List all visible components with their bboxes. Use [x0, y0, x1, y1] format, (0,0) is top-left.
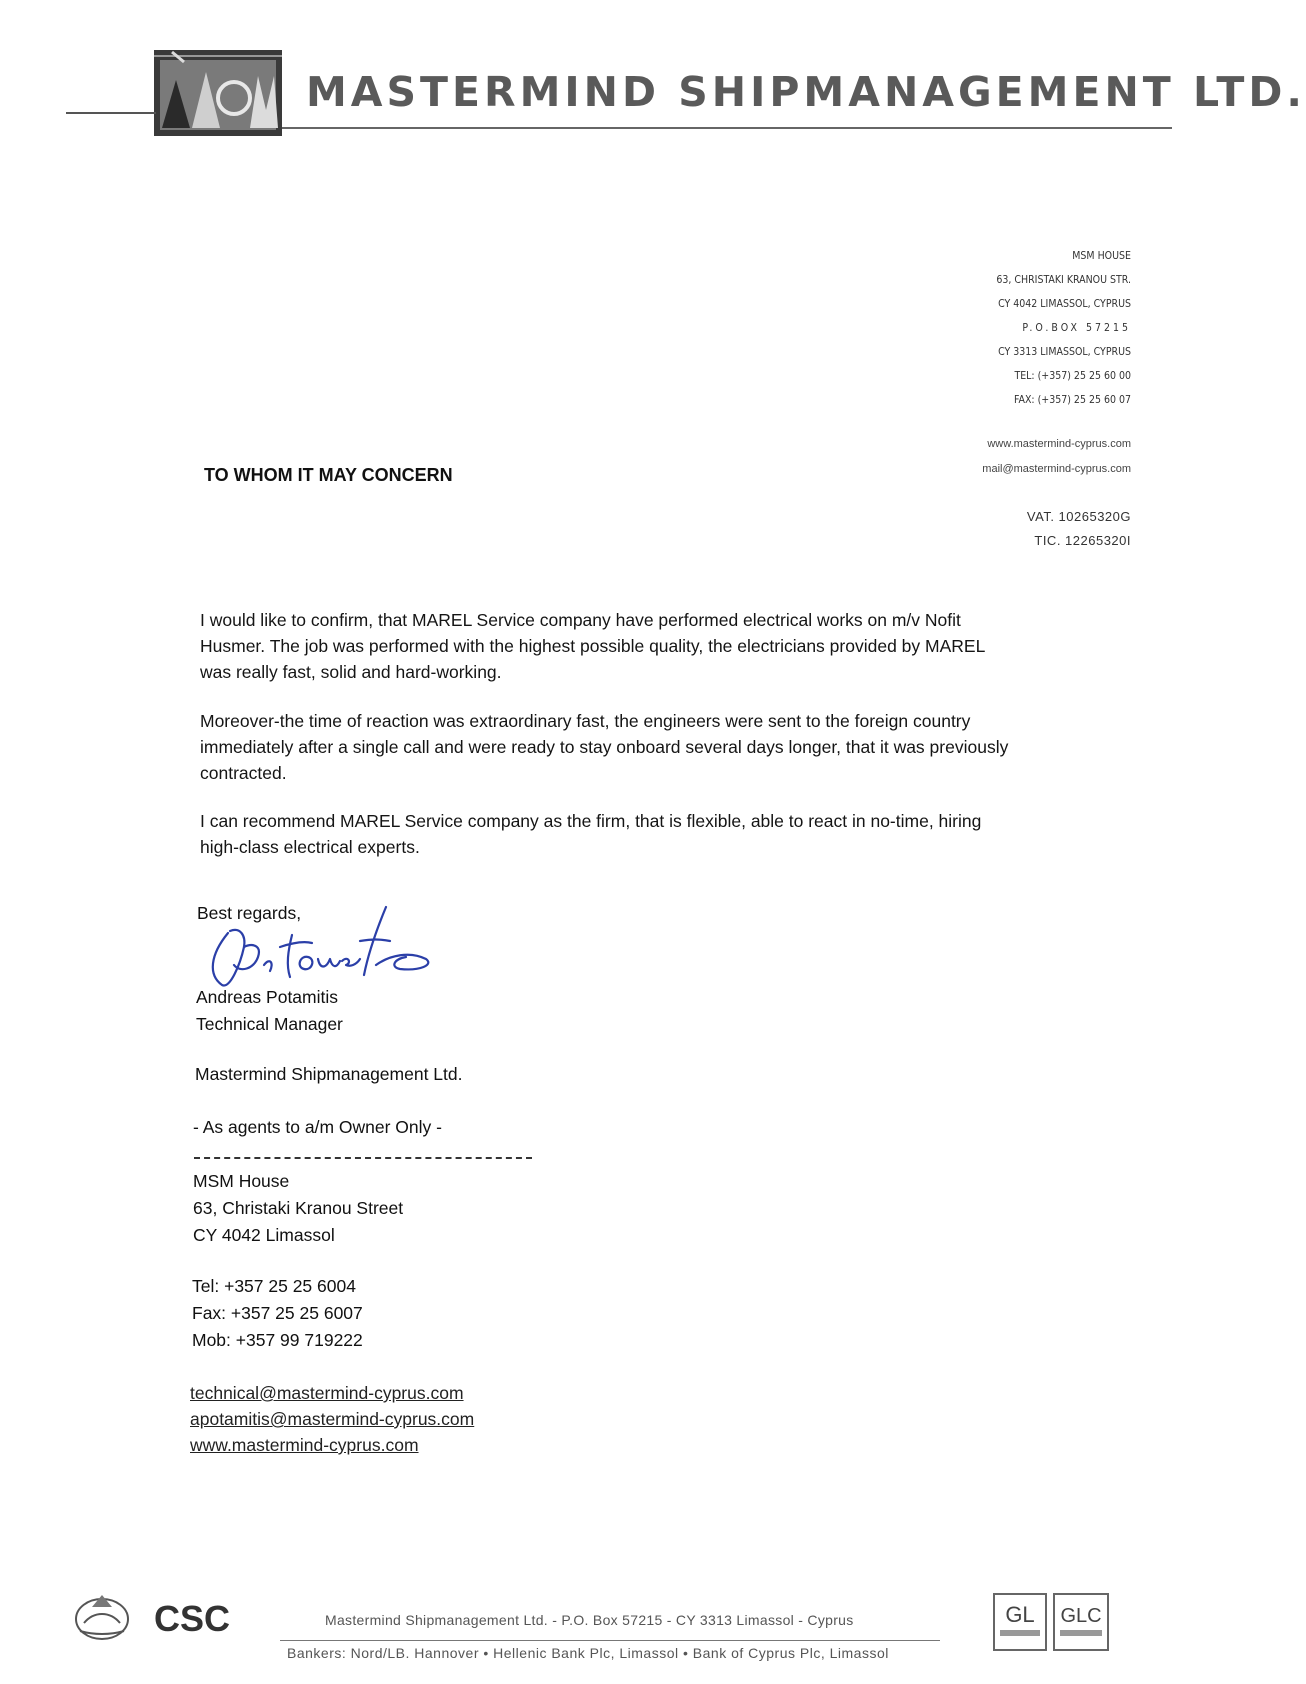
header-rule-right: [282, 127, 1172, 129]
closing: Best regards,: [197, 903, 302, 923]
contact-address-line: MSM House: [193, 1171, 290, 1191]
agents-note: - As agents to a/m Owner Only -: [193, 1117, 442, 1137]
header-rule-left: [66, 112, 156, 114]
contact-address: [193, 1168, 403, 1249]
signer-company: Mastermind Shipmanagement Ltd.: [195, 1064, 463, 1084]
gl-cert-text: GL: [1005, 1602, 1035, 1627]
footer-bankers: Bankers: Nord/LB. Hannover • Hellenic Bank Plc, Limassol • Bank of Cyprus Plc, Limassol: [287, 1645, 889, 1661]
contact-links: [190, 1380, 474, 1458]
recipient-heading: TO WHOM IT MAY CONCERN: [204, 465, 453, 485]
address-line: P.O.BOX 57215: [1022, 322, 1131, 334]
vat-number: VAT. 10265320G: [1026, 509, 1131, 524]
address-line: FAX: (+357) 25 25 60 07: [1014, 394, 1131, 406]
company-email: mail@mastermind-cyprus.com: [982, 463, 1131, 475]
contact-phones: [192, 1273, 363, 1354]
glc-cert-text: GLC: [1060, 1605, 1102, 1627]
dashed-divider: [194, 1157, 532, 1159]
contact-address-line: 63, Christaki Kranou Street: [193, 1198, 404, 1218]
csc-logo: [70, 1585, 250, 1645]
signer-name: Andreas Potamitis: [196, 987, 339, 1007]
letter-paragraph: I would like to confirm, that MAREL Service company have performed electrical works on m/v Nofit Husmer. The job was performed with the highest possible quality, the electricians provided by MAREL was really fast, solid and hard-working.: [200, 610, 985, 682]
address-line: TEL: (+357) 25 25 60 00: [1014, 370, 1131, 382]
tel-number: Tel: +357 25 25 6004: [192, 1276, 356, 1296]
address-line: CY 3313 LIMASSOL, CYPRUS: [998, 346, 1131, 358]
address-line: CY 4042 LIMASSOL, CYPRUS: [998, 298, 1131, 310]
fax-number: Fax: +357 25 25 6007: [192, 1303, 363, 1323]
footer-rule: [280, 1640, 940, 1641]
mobile-number: Mob: +357 99 719222: [192, 1330, 363, 1350]
company-logo: [154, 50, 282, 136]
company-address: [996, 244, 1131, 412]
contact-address-line: CY 4042 Limassol: [193, 1225, 335, 1245]
letter-paragraph: I can recommend MAREL Service company as the firm, that is flexible, able to react in no-time, hiring high-class electrical experts.: [200, 811, 982, 857]
signer-title: Technical Manager: [196, 1014, 343, 1034]
letter-paragraph: Moreover-the time of reaction was extraordinary fast, the engineers were sent to the foreign country immediately after a single call and were ready to stay onboard several days longer, that it was previously contracted.: [200, 711, 1009, 783]
signer-block: [196, 984, 343, 1038]
website-link[interactable]: www.mastermind-cyprus.com: [190, 1435, 419, 1455]
web-contacts: [982, 432, 1131, 482]
certification-logos: [992, 1592, 1112, 1654]
personal-email-link[interactable]: apotamitis@mastermind-cyprus.com: [190, 1409, 475, 1429]
handwritten-signature: [200, 895, 440, 995]
company-title: MASTERMIND SHIPMANAGEMENT LTD.: [306, 68, 1306, 116]
csc-logo-text: CSC: [154, 1598, 231, 1639]
address-line: 63, CHRISTAKI KRANOU STR.: [996, 274, 1131, 286]
tax-ids: [1027, 505, 1131, 553]
footer-address: Mastermind Shipmanagement Ltd. - P.O. Box 57215 - CY 3313 Limassol - Cyprus: [325, 1612, 854, 1628]
address-line: MSM HOUSE: [1072, 250, 1131, 262]
company-website: www.mastermind-cyprus.com: [987, 438, 1131, 450]
technical-email-link[interactable]: technical@mastermind-cyprus.com: [190, 1383, 464, 1403]
tic-number: TIC. 12265320I: [1034, 533, 1131, 548]
